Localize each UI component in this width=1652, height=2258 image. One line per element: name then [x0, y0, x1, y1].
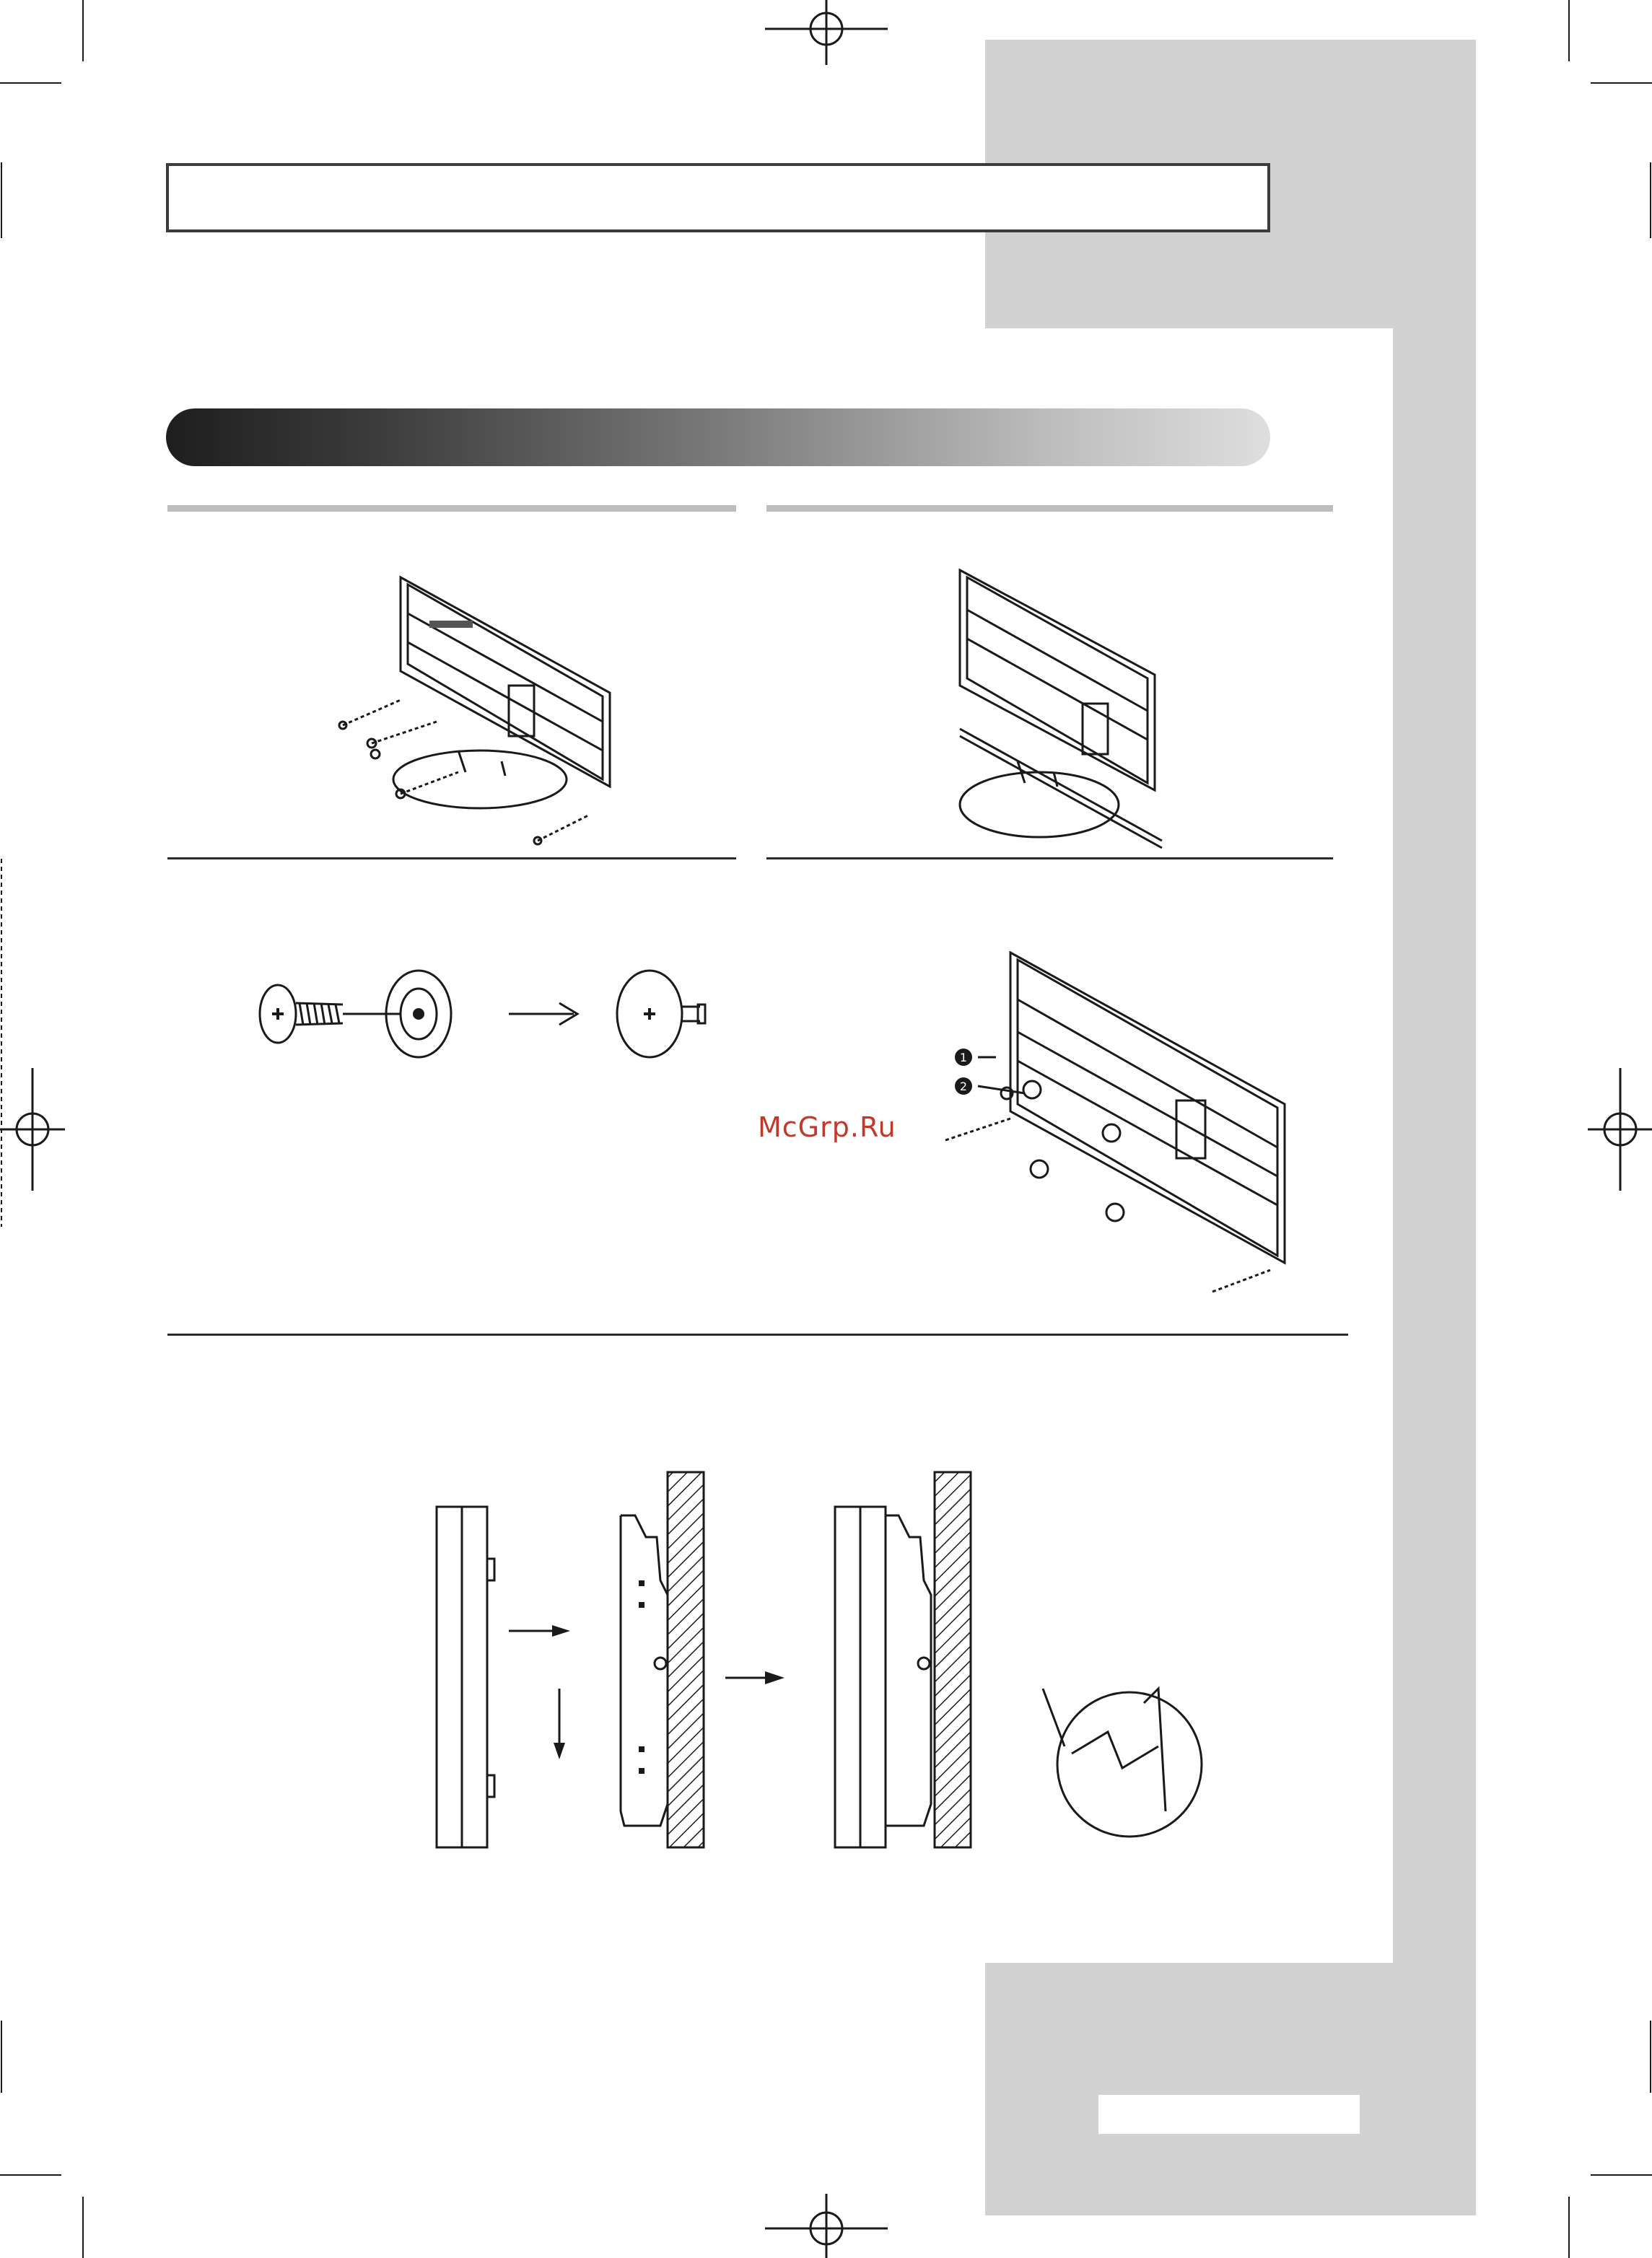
callout-one: 1	[959, 1051, 968, 1064]
figure-wall-mount-sequence	[429, 1472, 1216, 1862]
figure-remove-stand-screws	[328, 570, 631, 852]
figure-stand-removed	[938, 566, 1184, 855]
watermark: McGrp.Ru	[758, 1111, 896, 1143]
callout-two: 2	[959, 1080, 968, 1093]
figure-screw-spacer-assembly	[256, 960, 718, 1068]
page-number-box	[1098, 2095, 1360, 2134]
figure-attach-spacers	[924, 945, 1299, 1299]
